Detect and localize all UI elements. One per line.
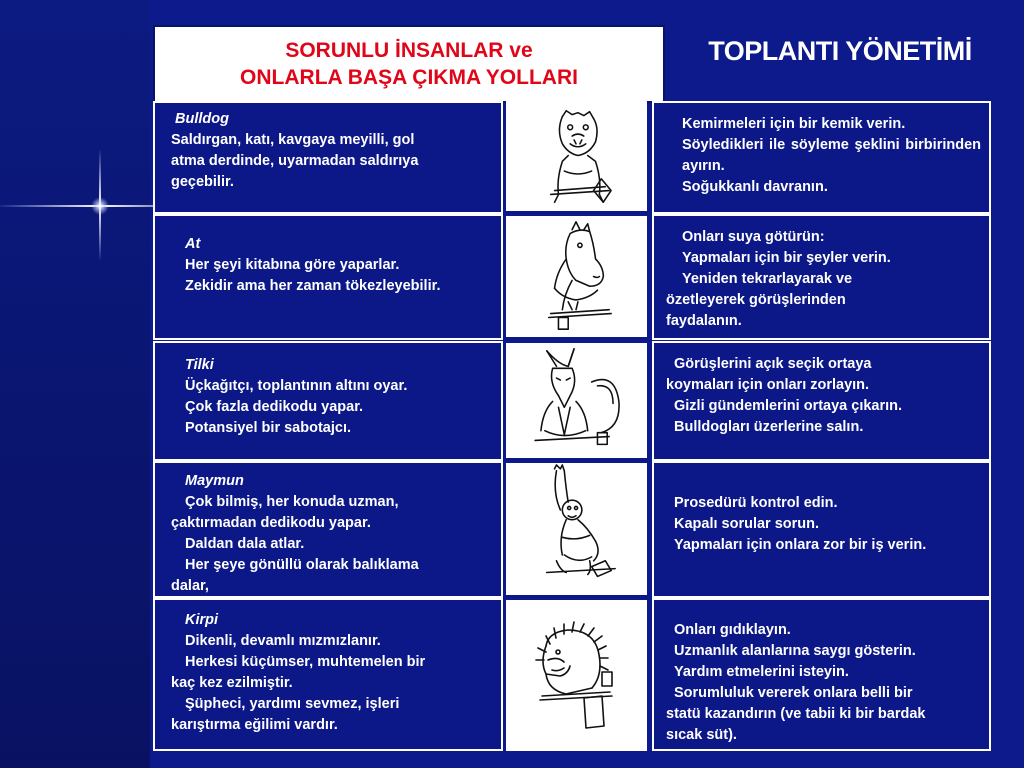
type-name: Kirpi xyxy=(185,612,219,628)
description-cell-monkey xyxy=(153,461,503,598)
advice-line: statü kazandırın (ve tabii ki bir bardak xyxy=(666,706,926,722)
fox-drawing xyxy=(506,343,647,461)
description-line: Çok fazla dedikodu yapar. xyxy=(185,399,364,415)
hedgehog-drawing xyxy=(506,600,647,751)
advice-line: sıcak süt). xyxy=(666,727,737,743)
sparkle-glow xyxy=(91,197,109,215)
description-line: atma derdinde, uyarmadan saldırıya xyxy=(171,153,419,169)
header-line-2: ONLARLA BAŞA ÇIKMA YOLLARI xyxy=(240,66,578,89)
advice-line: Yapmaları için onlara zor bir iş verin. xyxy=(674,537,927,553)
description-line: Dikenli, devamlı mızmızlanır. xyxy=(185,633,381,649)
advice-line: Kapalı sorular sorun. xyxy=(674,516,820,532)
type-name: At xyxy=(185,236,201,252)
description-line: dalar, xyxy=(171,578,209,594)
advice-line: Yeniden tekrarlayarak ve xyxy=(682,271,853,287)
description-cell-bulldog xyxy=(153,101,503,214)
advice-line: Bulldogları üzerlerine salın. xyxy=(674,419,864,435)
description-line: Şüpheci, yardımı sevmez, işleri xyxy=(185,696,400,712)
description-line: karıştırma eğilimi vardır. xyxy=(171,717,338,733)
advice-cell-monkey xyxy=(652,461,991,598)
description-line: Her şeye gönüllü olarak balıklama xyxy=(185,557,419,573)
advice-line: Soğukkanlı davranın. xyxy=(682,179,828,195)
description-line: Çok bilmiş, her konuda uzman, xyxy=(185,494,399,510)
description-cell-fox xyxy=(153,341,503,461)
header-box xyxy=(153,25,665,103)
advice-line: Onları gıdıklayın. xyxy=(674,622,791,638)
advice-line: Yapmaları için bir şeyler verin. xyxy=(682,250,891,266)
description-line: geçebilir. xyxy=(171,174,234,190)
advice-line: özetleyerek görüşlerinden xyxy=(666,292,846,308)
bulldog-drawing xyxy=(506,101,647,214)
description-line: Her şeyi kitabına göre yaparlar. xyxy=(185,257,400,273)
advice-line: Onları suya götürün: xyxy=(682,229,825,245)
description-line: Potansiyel bir sabotajcı. xyxy=(185,420,351,436)
advice-line: Gizli gündemlerini ortaya çıkarın. xyxy=(674,398,903,414)
background-gradient xyxy=(0,0,150,768)
advice-line: Görüşlerini açık seçik ortaya xyxy=(674,356,872,372)
page-title: TOPLANTI YÖNETİMİ xyxy=(708,36,972,66)
description-line: Saldırgan, katı, kavgaya meyilli, gol xyxy=(171,132,415,148)
advice-line: Söyledikleri ile söyleme şeklini birbirinden ayırın. xyxy=(682,137,981,174)
monkey-drawing xyxy=(506,463,647,598)
description-line: çaktırmadan dedikodu yapar. xyxy=(171,515,371,531)
advice-cell-fox xyxy=(652,341,991,461)
advice-line: Sorumluluk vererek onlara belli bir xyxy=(674,685,913,701)
advice-line: Kemirmeleri için bir kemik verin. xyxy=(682,116,906,132)
type-name: Bulldog xyxy=(175,111,229,127)
description-cell-horse xyxy=(153,214,503,340)
description-line: Daldan dala atlar. xyxy=(185,536,305,552)
advice-line: Prosedürü kontrol edin. xyxy=(674,495,838,511)
description-line: kaç kez ezilmiştir. xyxy=(171,675,293,691)
description-cell-hedgehog xyxy=(153,598,503,751)
header-line-1: SORUNLU İNSANLAR ve xyxy=(285,39,533,62)
advice-cell-hedgehog xyxy=(652,598,991,751)
description-line: Üçkağıtçı, toplantının altını oyar. xyxy=(185,378,408,394)
advice-cell-horse xyxy=(652,214,991,340)
type-name: Tilki xyxy=(185,357,214,373)
advice-line: koymaları için onları zorlayın. xyxy=(666,377,870,393)
type-name: Maymun xyxy=(185,473,244,489)
advice-cell-bulldog xyxy=(652,101,991,214)
advice-line: Uzmanlık alanlarına saygı gösterin. xyxy=(674,643,916,659)
advice-line: Yardım etmelerini isteyin. xyxy=(674,664,849,680)
description-line: Zekidir ama her zaman tökezleyebilir. xyxy=(185,278,441,294)
horse-drawing xyxy=(506,216,647,340)
description-line: Herkesi küçümser, muhtemelen bir xyxy=(185,654,426,670)
advice-line: faydalanın. xyxy=(666,313,742,329)
